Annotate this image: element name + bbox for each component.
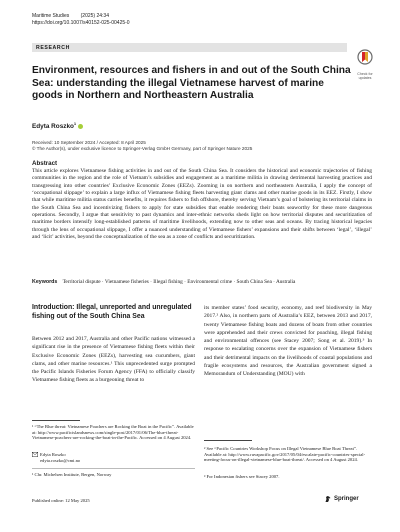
affiliation: ¹ Chr. Michelsen Institute, Bergen, Norway	[32, 472, 112, 477]
doi-link[interactable]: https://doi.org/10.1007/s40152-025-00425-0	[32, 20, 130, 26]
author-line	[32, 120, 83, 131]
envelope-icon	[32, 452, 38, 457]
footnote-rule-right	[204, 440, 252, 441]
intro-left-paragraph: Between 2012 and 2017, Australia and other Pacific nations witnessed a significant rise in the presence of Vietnamese fishing fleets within their Exclusive Economic Zones (EEZs), harvesting sea cucumbers, giant clams, and other marine resources.¹ This unprecedented surge prompted the Pacific Islands Fisheries Forum Agency (FFA) to officially classify Vietnamese fishing fleets as a burgeoning threat to	[32, 336, 195, 384]
published-online: Published online: 12 May 2025	[32, 498, 90, 503]
keywords-line	[32, 279, 372, 286]
abstract-heading: Abstract	[32, 160, 58, 167]
article-title: Environment, resources and fishers in and out of the South China Sea: understanding the illegal Vietnamese harvest of marine goods in Northern and Northeastern Australia	[32, 65, 351, 102]
footnote-2: ² See “Pacific Countries Workshop Focus on Illegal Vietnamese Blue Boat Threat”. Available at: http://www.ruvapacific.gov/2017/05/04/escalate-pacific-countries-special-meeting-focus-on-illegal-vietnamese-blue-boat-threat/. Accessed on 4 August 2024.	[204, 446, 366, 463]
abstract-text: This article explores Vietnamese fishing activities in and out of the South China Sea. It considers the historical and economic trajectories of fishing communities in the region and the role of Vietnam’s subsidies and engagement as a maritime militia in drawing detrimental harvesting practices and transgressing into other countries’ Exclusive Economic Zones (EEZs). Zooming in on northern and northeastern Australia, I apply the concept of ‘occupational slippage’ to explain a large influx of Vietnamese fishing fleets harvesting giant clams and other marine goods in its EEZ. Firstly, I show that while maritime militia status carries benefits, it requires fishers to fish offshore, thereby serving Vietnam’s goal of bolstering its territorial claims in the South China Sea and incentivizing fishers to apply for state subsidies that enable rendering their boats seaworthy for these more dangerous operations. Secondly, I argue that sensitivity to past dynamics and inter-ethnic networks sheds light on how territorial disputes and securitization of maritime borders intensify long-established patterns of maritime livelihoods, extending now to other seas and oceans. By tracing historical legacies through the lens of occupational slippage, I offer a nuanced understanding of Vietnamese fishers’ expansions and their shifts between ‘legal’, ‘illegal’ and ‘licit’ activities, beyond the conceptualization of the sea as a zone of conflicts and securitization.	[32, 168, 372, 241]
footnote-rule-left	[32, 420, 80, 421]
received-accepted: Received: 10 September 2024 / Accepted: 8 April 2025	[32, 140, 146, 145]
journal-header	[32, 13, 130, 26]
publisher-name: Springer	[334, 496, 359, 502]
intro-heading: Introduction: Illegal, unreported and unregulated fishing out of the South China Sea	[32, 304, 192, 320]
section-label: RESEARCH	[36, 44, 70, 51]
contact-name: Edyta Roszko	[40, 452, 66, 457]
copyright-line: © The Author(s), under exclusive licence to Springer-Verlag GmbH Germany, part of Springer Nature 2025	[32, 146, 253, 151]
intro-right-paragraph: its member states’ food security, economy, and reef biodiversity in May 2017.² Also, in northern parts of Australia’s EEZ, between 2013 and 2017, twenty Vietnamese fishing boats and dozens of boats from other countries were apprehended and their crews convicted for poaching, illegal fishing and environmental offences (see Stacey 2007; Song et al. 2019).³ In response to escalating concerns over the expansion of Vietnamese fishers and their detrimental impacts on the livelihoods of coastal populations and fragile ecosystems and resources, the Australian government signed a Memorandum of Understanding (MOU) with	[204, 305, 372, 378]
bookmark-ribbon-icon	[357, 49, 373, 67]
keywords-text: Territorial dispute · Vietnamese fisheries · Illegal fishing · Environmental crime · South China Sea · Australia	[62, 279, 296, 285]
keywords-label: Keywords	[32, 279, 58, 285]
horse-logo-icon	[324, 495, 332, 503]
contact-email[interactable]: edyta.roszko@cmi.no	[40, 457, 81, 463]
badge-text: Check for updates	[357, 72, 373, 80]
footnote-1: ¹ “The Blue threat: Vietnamese Poachers are Rocking the Boat in the Pacific”. Available at: http://www.pacificislandsnews.com/single-post/2017/01/06/The-blue-threat-Vietnamese-poachers-are-rocking-the-boat-in-the-Pacific. Accessed on 4 August 2024.	[32, 424, 194, 441]
check-for-updates-badge[interactable]	[352, 49, 378, 80]
author-name[interactable]: Edyta Roszko	[32, 123, 74, 131]
dates-block	[32, 140, 252, 152]
footnote-3: ³ For Indonesian fishers see Stacey 2007.	[204, 474, 280, 479]
volume-info: (2025) 24:34	[80, 13, 109, 19]
contact-block	[32, 452, 195, 463]
affil-rule	[32, 468, 195, 469]
author-affil-sup: 1	[73, 121, 77, 126]
publisher-logo	[324, 495, 359, 503]
orcid-icon[interactable]	[78, 124, 83, 129]
journal-name: Maritime Studies	[32, 13, 70, 19]
section-bar	[32, 43, 347, 52]
